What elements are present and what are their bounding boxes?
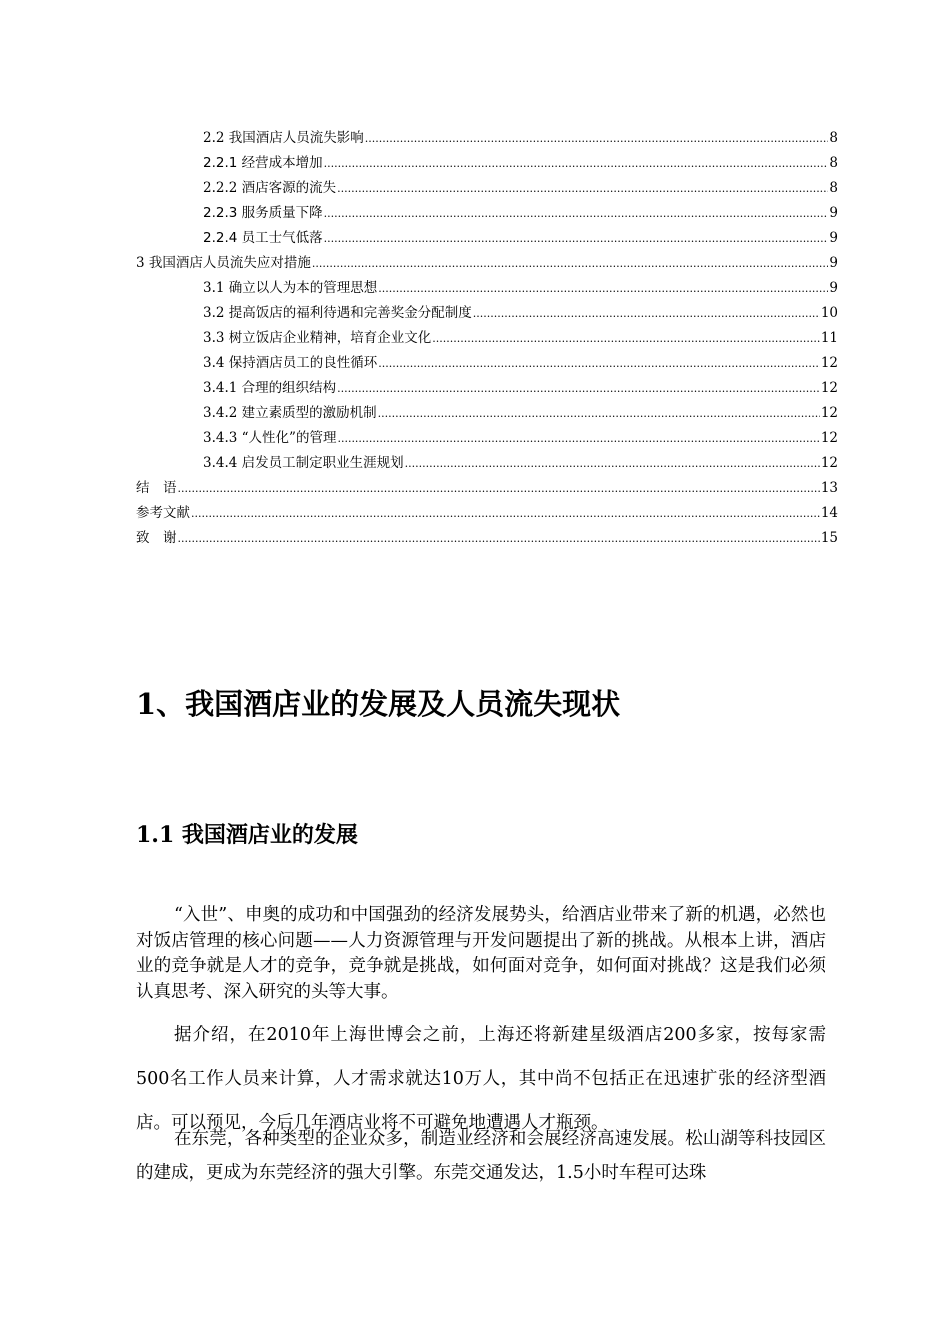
toc-entry-title: 3.1 确立以人为本的管理思想	[203, 280, 378, 296]
toc-leader-dots	[473, 301, 820, 326]
toc-entry[interactable]	[136, 451, 838, 476]
toc-leader-dots	[324, 201, 829, 226]
toc-entry[interactable]	[136, 526, 838, 551]
toc-entry[interactable]	[136, 376, 838, 401]
toc-leader-dots	[432, 326, 820, 351]
toc-entry-title: 2.2 我国酒店人员流失影响	[203, 130, 364, 146]
toc-entry-title: 3.4.3 “人性化”的管理	[203, 430, 337, 446]
toc-entry-page: 12	[820, 430, 838, 446]
toc-entry[interactable]	[136, 226, 838, 251]
toc-leader-dots	[312, 251, 829, 276]
toc-entry-title: 3.4.2 建立素质型的激励机制	[203, 405, 377, 421]
toc-entry-page: 15	[820, 530, 838, 546]
toc-leader-dots	[178, 526, 820, 551]
toc-entry-page: 9	[829, 205, 838, 221]
toc-leader-dots	[365, 126, 829, 151]
table-of-contents	[136, 126, 838, 551]
toc-entry[interactable]	[136, 176, 838, 201]
toc-entry-page: 12	[820, 380, 838, 396]
toc-leader-dots	[378, 351, 820, 376]
toc-entry-title: 致 谢	[136, 530, 177, 546]
toc-leader-dots	[378, 401, 820, 426]
toc-entry[interactable]	[136, 351, 838, 376]
toc-entry-title: 3.4 保持酒店员工的良性循环	[203, 355, 378, 371]
toc-leader-dots	[324, 226, 829, 251]
toc-entry-title: 2.2.4 员工士气低落	[203, 230, 323, 246]
body-paragraph-1: “入世”、申奥的成功和中国强劲的经济发展势头，给酒店业带来了新的机遇，必然也对饭店管理的核心问题——人力资源管理与开发问题提出了新的挑战。从根本上讲，酒店业的竞争就是人才的竞争，竞争就是挑战，如何面对竞争，如何面对挑战？这是我们必须认真思考、深入研究的头等大事。	[136, 905, 826, 1002]
toc-entry-page: 14	[820, 505, 838, 521]
toc-entry-title: 2.2.1 经营成本增加	[203, 155, 323, 171]
toc-entry-page: 9	[829, 280, 838, 296]
toc-leader-dots	[337, 176, 828, 201]
toc-entry-page: 12	[820, 355, 838, 371]
toc-entry[interactable]	[136, 501, 838, 526]
toc-leader-dots	[178, 476, 820, 501]
toc-entry-page: 12	[820, 405, 838, 421]
toc-entry-title: 结 语	[136, 480, 177, 496]
toc-entry-page: 12	[820, 455, 838, 471]
toc-entry[interactable]	[136, 401, 838, 426]
toc-entry[interactable]	[136, 201, 838, 226]
toc-entry[interactable]	[136, 301, 838, 326]
toc-entry-page: 13	[820, 480, 838, 496]
section-title: 1.1 我国酒店业的发展	[136, 822, 358, 848]
toc-entry[interactable]	[136, 251, 838, 276]
toc-entry[interactable]	[136, 426, 838, 451]
toc-entry-page: 9	[829, 230, 838, 246]
toc-entry[interactable]	[136, 126, 838, 151]
toc-entry-title: 3.4.1 合理的组织结构	[203, 380, 337, 396]
toc-leader-dots	[405, 451, 820, 476]
toc-entry-page: 8	[829, 155, 838, 171]
toc-entry-page: 8	[829, 130, 838, 146]
toc-entry[interactable]	[136, 151, 838, 176]
toc-entry-title: 3 我国酒店人员流失应对措施	[136, 255, 311, 271]
toc-entry-page: 9	[829, 255, 838, 271]
toc-entry-page: 10	[820, 305, 838, 321]
toc-entry-title: 3.2 提高饭店的福利待遇和完善奖金分配制度	[203, 305, 472, 321]
toc-leader-dots	[337, 376, 820, 401]
toc-entry-title: 2.2.3 服务质量下降	[203, 205, 323, 221]
toc-entry-page: 8	[829, 180, 838, 196]
toc-leader-dots	[324, 151, 829, 176]
toc-entry[interactable]	[136, 476, 838, 501]
toc-entry-title: 3.4.4 启发员工制定职业生涯规划	[203, 455, 404, 471]
toc-leader-dots	[337, 426, 819, 451]
chapter-title: 1、我国酒店业的发展及人员流失现状	[136, 687, 621, 721]
toc-entry-title: 2.2.2 酒店客源的流失	[203, 180, 337, 196]
toc-entry-title: 3.3 树立饭店企业精神，培育企业文化	[203, 330, 432, 346]
body-paragraph-2: 据介绍，在2010年上海世博会之前，上海还将新建星级酒店200多家，按每家需500名工作人员来计算，人才需求就达10万人，其中尚不包括正在迅速扩张的经济型酒店。可以预见，今后几年酒店业将不可避免地遭遇人才瓶颈。	[136, 1025, 826, 1133]
toc-entry[interactable]	[136, 276, 838, 301]
toc-entry[interactable]	[136, 326, 838, 351]
body-paragraph-3: 在东莞，各种类型的企业众多，制造业经济和会展经济高速发展。松山湖等科技园区的建成，更成为东莞经济的强大引擎。东莞交通发达，1.5小时车程可达珠	[136, 1129, 826, 1183]
toc-entry-title: 参考文献	[136, 505, 190, 521]
toc-leader-dots	[191, 501, 820, 526]
toc-leader-dots	[378, 276, 828, 301]
toc-entry-page: 11	[820, 330, 838, 346]
